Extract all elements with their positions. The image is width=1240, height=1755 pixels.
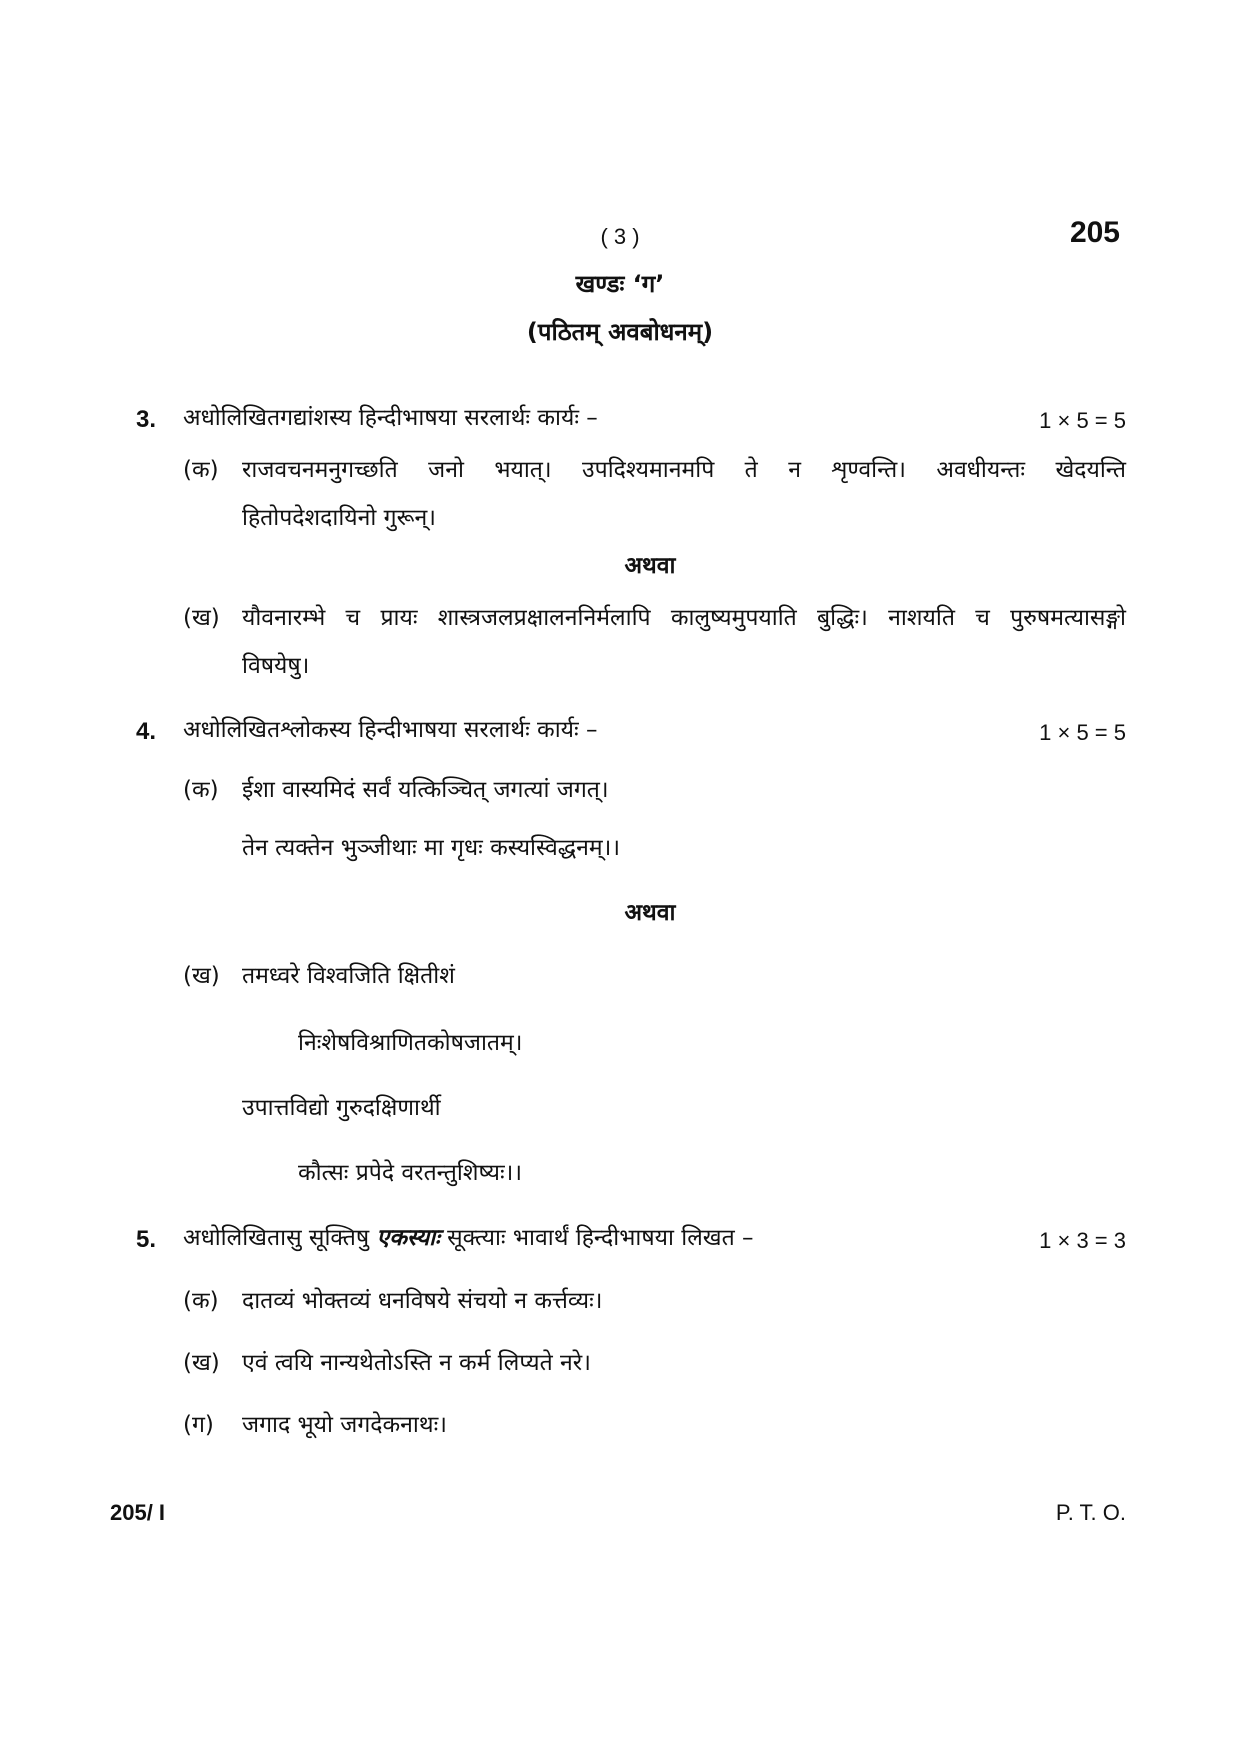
option-label: (क)	[183, 1288, 219, 1314]
option-text: राजवचनमनुगच्छति जनो भयात्। उपदिश्यमानमपि ते न शृण्वन्ति। अवधीयन्तः खेदयन्ति	[242, 457, 1126, 483]
paper-code-footer: 205/ I	[110, 1500, 166, 1525]
verse-line: तमध्वरे विश्वजिति क्षितीशं	[242, 963, 455, 989]
question-text-pre: अधोलिखितासु सूक्तिषु	[183, 1225, 370, 1251]
page-turn-note: P. T. O.	[1055, 1500, 1126, 1525]
verse-line: उपात्तविद्यो गुरुदक्षिणार्थी	[242, 1095, 441, 1121]
verse-line: निःशेषविश्राणितकोषजातम्।	[298, 1030, 523, 1056]
marks: 1 × 3 = 3	[1039, 1228, 1126, 1253]
verse-line: ईशा वास्यमिदं सर्वं यत्किञ्चित् जगत्यां जगत्।	[242, 777, 609, 803]
verse-line: तेन त्यक्तेन भुञ्जीथाः मा गृधः कस्यस्विद्धनम्।।	[242, 835, 621, 861]
option-label: (क)	[183, 777, 219, 803]
question-text-post: सूक्त्याः भावार्थं हिन्दीभाषया लिखत –	[447, 1225, 754, 1251]
option-label: (ग)	[183, 1412, 214, 1438]
option-text: दातव्यं भोक्तव्यं धनविषये संचयो न कर्त्तव्यः।	[242, 1288, 603, 1314]
option-text: यौवनारम्भे च प्रायः शास्त्रजलप्रक्षालननिर्मलापि कालुष्यमुपयाति बुद्धिः। नाशयति च पुरुषमत्यासङ्गो	[242, 605, 1126, 631]
marks: 1 × 5 = 5	[1039, 408, 1126, 433]
option-label: (ख)	[183, 963, 220, 989]
or-separator: अथवा	[624, 900, 676, 926]
option-label: (क)	[183, 457, 219, 483]
option-text: जगाद भूयो जगदेकनाथः।	[242, 1412, 447, 1438]
question-number: 5.	[136, 1226, 157, 1253]
question-text: अधोलिखितश्लोकस्य हिन्दीभाषया सरलार्थः कार्यः –	[183, 717, 598, 743]
marks: 1 × 5 = 5	[1039, 720, 1126, 745]
question-number: 3.	[136, 406, 157, 433]
page-marker: ( 3 )	[600, 224, 640, 249]
option-label: (ख)	[183, 1350, 220, 1376]
question-number: 4.	[136, 718, 157, 745]
option-text: एवं त्वयि नान्यथेतोऽस्ति न कर्म लिप्यते नरे।	[242, 1350, 591, 1376]
verse-line: कौत्सः प्रपेदे वरतन्तुशिष्यः।।	[298, 1160, 523, 1186]
option-label: (ख)	[183, 605, 220, 631]
section-title: खण्डः ‘ग’	[575, 270, 665, 298]
question-text	[183, 1225, 754, 1253]
question-emphasis: एकस्याः	[376, 1225, 440, 1251]
paper-code-header: 205	[1069, 216, 1120, 249]
or-separator: अथवा	[624, 553, 676, 579]
option-text: विषयेषु।	[242, 653, 310, 679]
question-text: अधोलिखितगद्यांशस्य हिन्दीभाषया सरलार्थः कार्यः –	[183, 405, 598, 431]
section-subtitle: (पठितम् अवबोधनम्)	[526, 318, 714, 346]
option-text: हितोपदेशदायिनो गुरून्।	[242, 505, 436, 531]
